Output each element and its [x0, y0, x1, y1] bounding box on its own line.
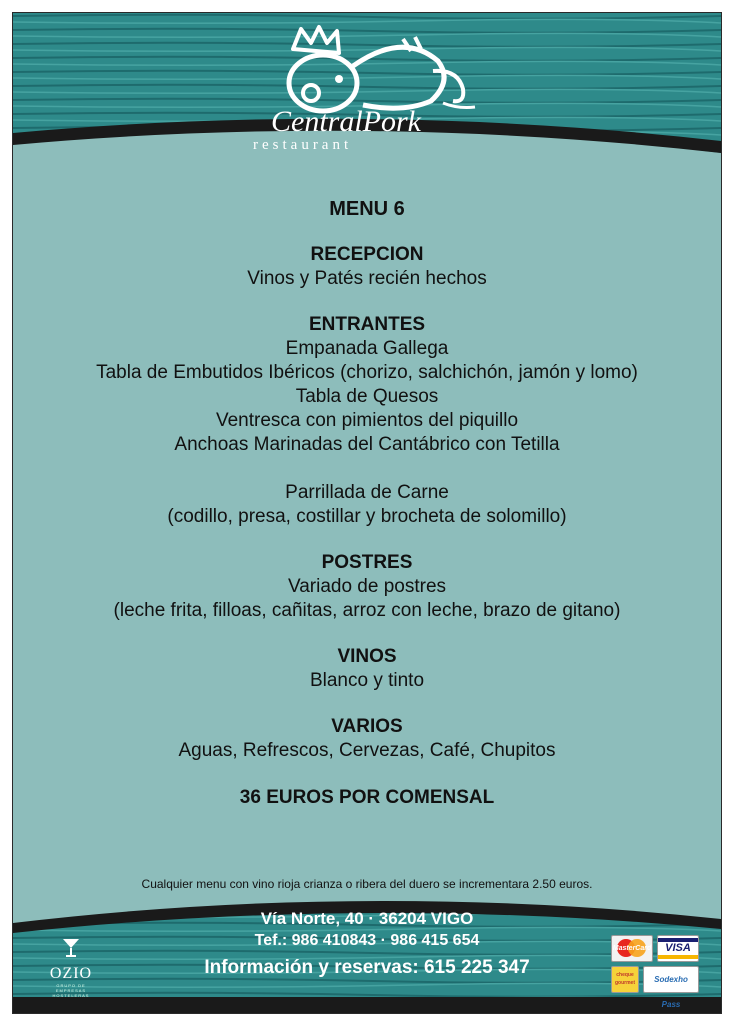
mastercard-logo: MasterCard	[611, 935, 653, 962]
menu-price: 36 EUROS POR COMENSAL	[239, 787, 495, 808]
reservations: Información y reservas: 615 225 347	[204, 957, 530, 978]
menu-line: Ventresca con pimientos del piquillo	[215, 410, 519, 431]
ozio-name: OZIO	[49, 965, 93, 982]
menu-title: MENU 6	[329, 198, 405, 220]
menu-line: Empanada Gallega	[285, 338, 449, 359]
section-entrantes	[13, 313, 721, 529]
menu-line: Tabla de Quesos	[295, 386, 439, 407]
menu-line: Blanco y tinto	[309, 670, 425, 691]
payment-cards	[611, 935, 701, 1009]
menu-line: Aguas, Refrescos, Cervezas, Café, Chupitos	[178, 740, 556, 761]
menu-content	[13, 193, 721, 809]
menu-line: Vinos y Patés recién hechos	[247, 268, 487, 289]
menu-line: Parrillada de Carne	[285, 482, 449, 503]
section-heading: VINOS	[337, 646, 397, 667]
section-vinos	[13, 645, 721, 693]
brand-name: CentralPork	[271, 105, 421, 138]
section-heading: VARIOS	[331, 716, 403, 737]
section-heading: POSTRES	[321, 552, 413, 573]
menu-line: Variado de postres	[287, 576, 447, 597]
section-heading: RECEPCION	[310, 244, 424, 265]
phone: Tef.: 986 410843 · 986 415 654	[254, 932, 480, 949]
menu-line: Tabla de Embutidos Ibéricos (chorizo, salchichón, jamón y lomo)	[96, 362, 638, 383]
section-postres	[13, 551, 721, 623]
section-recepcion	[13, 243, 721, 291]
section-varios	[13, 715, 721, 763]
brand-subtitle: restaurant	[253, 137, 353, 153]
cheque-gourmet-logo: cheque gourmet	[611, 966, 639, 993]
martini-glass-icon	[62, 938, 80, 958]
menu-page	[12, 12, 722, 1014]
menu-line: (leche frita, filloas, cañitas, arroz con leche, brazo de gitano)	[113, 600, 621, 621]
ozio-subtitle: GRUPO DE EMPRESAS HOSTELERAS	[52, 983, 90, 998]
footnote: Cualquier menu con vino rioja crianza o ribera del duero se incrementara 2.50 euros.	[141, 877, 593, 891]
address: Vía Norte, 40 · 36204 VIGO	[260, 909, 474, 928]
ozio-logo	[41, 938, 101, 998]
section-heading: ENTRANTES	[308, 314, 426, 335]
menu-line: Anchoas Marinadas del Cantábrico con Tetilla	[174, 434, 560, 455]
sodexho-logo: Sodexho Pass	[643, 966, 699, 993]
visa-logo: VISA	[657, 935, 699, 962]
menu-line: (codillo, presa, costillar y brocheta de solomillo)	[167, 506, 567, 527]
